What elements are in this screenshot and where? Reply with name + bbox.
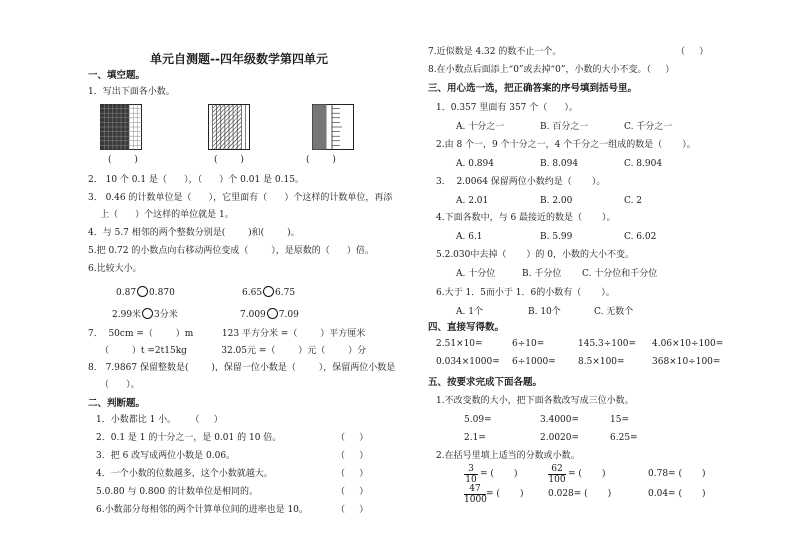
fraction bbox=[464, 484, 486, 505]
answer-blank-2[interactable]: ( ) bbox=[214, 155, 244, 165]
judge-item-2: 2．0.1 是 1 的十分之一，是 0.01 的 10 倍。 bbox=[96, 433, 282, 443]
question-1: 1．写出下面各小数。 bbox=[88, 87, 175, 97]
choice-option[interactable]: C. 千分之一 bbox=[624, 122, 673, 132]
judge-item-7: 7.近似数是 4.32 的数不止一个。 bbox=[428, 47, 562, 57]
task-1-prompt: 1.不改变数的大小，把下面各数改写成三位小数。 bbox=[436, 396, 634, 406]
judge-item-3: 3．把 6 改写成两位小数是 0.06。 bbox=[96, 451, 236, 461]
task-2-prompt: 2.在括号里填上适当的分数或小数。 bbox=[436, 451, 580, 461]
compare-left: 6.65 bbox=[242, 288, 263, 298]
question-6: 6.比较大小。 bbox=[88, 264, 142, 274]
fraction bbox=[464, 464, 478, 485]
rewrite-item: 2.1= bbox=[464, 433, 486, 443]
compare-circle[interactable] bbox=[267, 308, 278, 319]
choice-option[interactable]: B. 5.99 bbox=[540, 232, 573, 242]
judge-paren[interactable]: （ ） bbox=[336, 487, 369, 497]
calc-item: 4.06×10÷100= bbox=[652, 339, 724, 349]
section-mental-math-heading: 四、直接写得数。 bbox=[428, 322, 505, 333]
calc-item: 6÷10= bbox=[512, 339, 545, 349]
compare-right: 0.870 bbox=[149, 288, 175, 298]
fraction bbox=[548, 464, 566, 485]
hundred-grid-figure bbox=[100, 104, 142, 150]
fraction-denominator: 1000 bbox=[464, 495, 487, 505]
strip-figure bbox=[208, 104, 250, 150]
compare-right: 3分米 bbox=[154, 310, 178, 320]
question-2: 2． 10 个 0.1 是（ ），（ ）个 0.01 是 0.15。 bbox=[88, 175, 304, 185]
compare-item bbox=[112, 308, 178, 321]
judge-item-5: 5.0.80 与 0.800 的计数单位是相同的。 bbox=[96, 487, 258, 497]
calc-item: 145.3÷100= bbox=[578, 339, 637, 349]
question-7-line2: （ ）t =2t15kg 32.05元 =（ ）元（ ）分 bbox=[100, 346, 367, 356]
choice-option[interactable]: A. 1个 bbox=[456, 307, 483, 317]
choice-option[interactable]: C. 十分位和千分位 bbox=[582, 269, 658, 279]
question-3-line1: 3． 0.46 的计数单位是（ ），它里面有（ ）个这样的计数单位，再添 bbox=[88, 193, 393, 203]
choice-question-2: 2.由 8 个一，9 个十分之一，4 个千分之一组成的数是（ ）。 bbox=[436, 140, 696, 150]
choice-option[interactable]: B. 百分之一 bbox=[540, 122, 589, 132]
choice-option[interactable]: C. 2 bbox=[624, 196, 643, 206]
choice-option[interactable]: A. 2.01 bbox=[456, 196, 489, 206]
compare-left: 0.87 bbox=[116, 288, 137, 298]
worksheet-title: 单元自测题--四年级数学第四单元 bbox=[150, 52, 328, 66]
question-8-line1: 8． 7.9867 保留整数是( )，保留一位小数是（ ），保留两位小数是 bbox=[88, 363, 396, 373]
decimal-answer[interactable]: 0.04= ( ) bbox=[648, 489, 706, 499]
rewrite-item: 15= bbox=[610, 415, 629, 425]
section-fill-blank-heading: 一、填空题。 bbox=[88, 70, 146, 81]
judge-item-4: 4．一个小数的位数越多，这个小数就越大。 bbox=[96, 469, 273, 479]
choice-option[interactable]: A. 6.1 bbox=[456, 232, 483, 242]
bar-figure bbox=[312, 104, 354, 150]
calc-item: 368×10÷100= bbox=[652, 357, 721, 367]
decimal-answer[interactable]: 0.78= ( ) bbox=[648, 469, 706, 479]
fraction-denominator: 100 bbox=[548, 475, 566, 485]
calc-item: 6÷1000= bbox=[512, 357, 556, 367]
section-choice-heading: 三、用心选一选，把正确答案的序号填到括号里。 bbox=[428, 83, 638, 94]
judge-paren[interactable]: （ ） bbox=[336, 505, 369, 515]
compare-left: 2.99米 bbox=[112, 310, 142, 320]
rewrite-item: 2.0020= bbox=[540, 433, 580, 443]
judge-paren[interactable]: （ ） bbox=[336, 433, 369, 443]
compare-right: 6.75 bbox=[275, 288, 296, 298]
compare-item bbox=[242, 286, 295, 299]
rewrite-item: 3.4000= bbox=[540, 415, 580, 425]
question-5: 5.把 0.72 的小数点向右移动两位变成（ ），是原数的（ ）倍。 bbox=[88, 246, 374, 256]
choice-question-5: 5.2.030中去掉（ ）的 0，小数的大小不变。 bbox=[436, 250, 634, 260]
section-tasks-heading: 五、按要求完成下面各题。 bbox=[428, 377, 543, 388]
question-3-line2: 上（ ）个这样的单位就是 1。 bbox=[100, 210, 234, 220]
choice-question-6: 6.大于 1．5而小于 1．6的小数有（ ）。 bbox=[436, 288, 615, 298]
section-true-false-heading: 二、判断题。 bbox=[88, 398, 146, 409]
compare-circle[interactable] bbox=[142, 308, 153, 319]
question-8-line2: （ ）。 bbox=[100, 380, 140, 390]
decimal-answer[interactable]: 0.028= ( ) bbox=[548, 489, 612, 499]
question-7-line1: 7． 50cm =（ ）m 123 平方分米 =（ ）平方厘米 bbox=[88, 329, 366, 339]
rewrite-item: 6.25= bbox=[610, 433, 638, 443]
calc-item: 0.034×1000= bbox=[436, 357, 500, 367]
choice-option[interactable]: A. 0.894 bbox=[456, 159, 494, 169]
compare-circle[interactable] bbox=[263, 286, 274, 297]
choice-question-1: 1．0.357 里面有 357 个（ ）。 bbox=[436, 103, 578, 113]
answer-blank-3[interactable]: ( ) bbox=[306, 155, 336, 165]
compare-item bbox=[240, 308, 299, 321]
choice-option[interactable]: A. 十分之一 bbox=[456, 122, 505, 132]
choice-option[interactable]: B. 千分位 bbox=[522, 269, 562, 279]
judge-paren[interactable]: （ ） bbox=[336, 451, 369, 461]
choice-option[interactable]: C. 6.02 bbox=[624, 232, 657, 242]
question-4: 4．与 5.7 相邻的两个整数分别是( )和( )。 bbox=[88, 228, 300, 238]
judge-item-8: 8.在小数点后面添上“0”或去掉“0”，小数的大小不变。（ ） bbox=[428, 65, 675, 75]
choice-option[interactable]: B. 2.00 bbox=[540, 196, 573, 206]
fraction-numerator: 62 bbox=[548, 464, 566, 475]
choice-option[interactable]: A. 十分位 bbox=[456, 269, 496, 279]
choice-question-3: 3． 2.0064 保留两位小数约是（ ）。 bbox=[436, 177, 606, 187]
judge-item-1: 1．小数都比 1 小。 （ ） bbox=[96, 415, 223, 425]
choice-option[interactable]: C. 8.904 bbox=[624, 159, 663, 169]
compare-item bbox=[116, 286, 175, 299]
judge-item-6: 6.小数部分每相邻的两个计算单位间的进率也是 10。 bbox=[96, 505, 308, 515]
calc-item: 8.5×100= bbox=[578, 357, 625, 367]
choice-option[interactable]: B. 8.094 bbox=[540, 159, 579, 169]
fraction-numerator: 47 bbox=[464, 484, 486, 495]
calc-item: 2.51×10= bbox=[436, 339, 483, 349]
compare-right: 7.09 bbox=[278, 310, 299, 320]
choice-option[interactable]: C. 无数个 bbox=[594, 307, 634, 317]
rewrite-item: 5.09= bbox=[464, 415, 492, 425]
answer-blank-1[interactable]: ( ) bbox=[108, 155, 138, 165]
fraction-denominator: 10 bbox=[465, 475, 477, 485]
judge-paren[interactable]: （ ） bbox=[336, 469, 369, 479]
fraction-answer[interactable]: = ( ) bbox=[568, 469, 606, 479]
judge-paren[interactable]: （ ） bbox=[676, 47, 709, 57]
compare-circle[interactable] bbox=[137, 286, 148, 297]
fraction-answer[interactable]: = ( ) bbox=[486, 489, 524, 499]
compare-left: 7.009 bbox=[240, 310, 266, 320]
fraction-answer[interactable]: = ( ) bbox=[480, 469, 518, 479]
fraction-numerator: 3 bbox=[464, 464, 478, 475]
choice-option[interactable]: B. 10个 bbox=[528, 307, 561, 317]
choice-question-4: 4.下面各数中，与 6 最接近的数是（ ）。 bbox=[436, 213, 616, 223]
